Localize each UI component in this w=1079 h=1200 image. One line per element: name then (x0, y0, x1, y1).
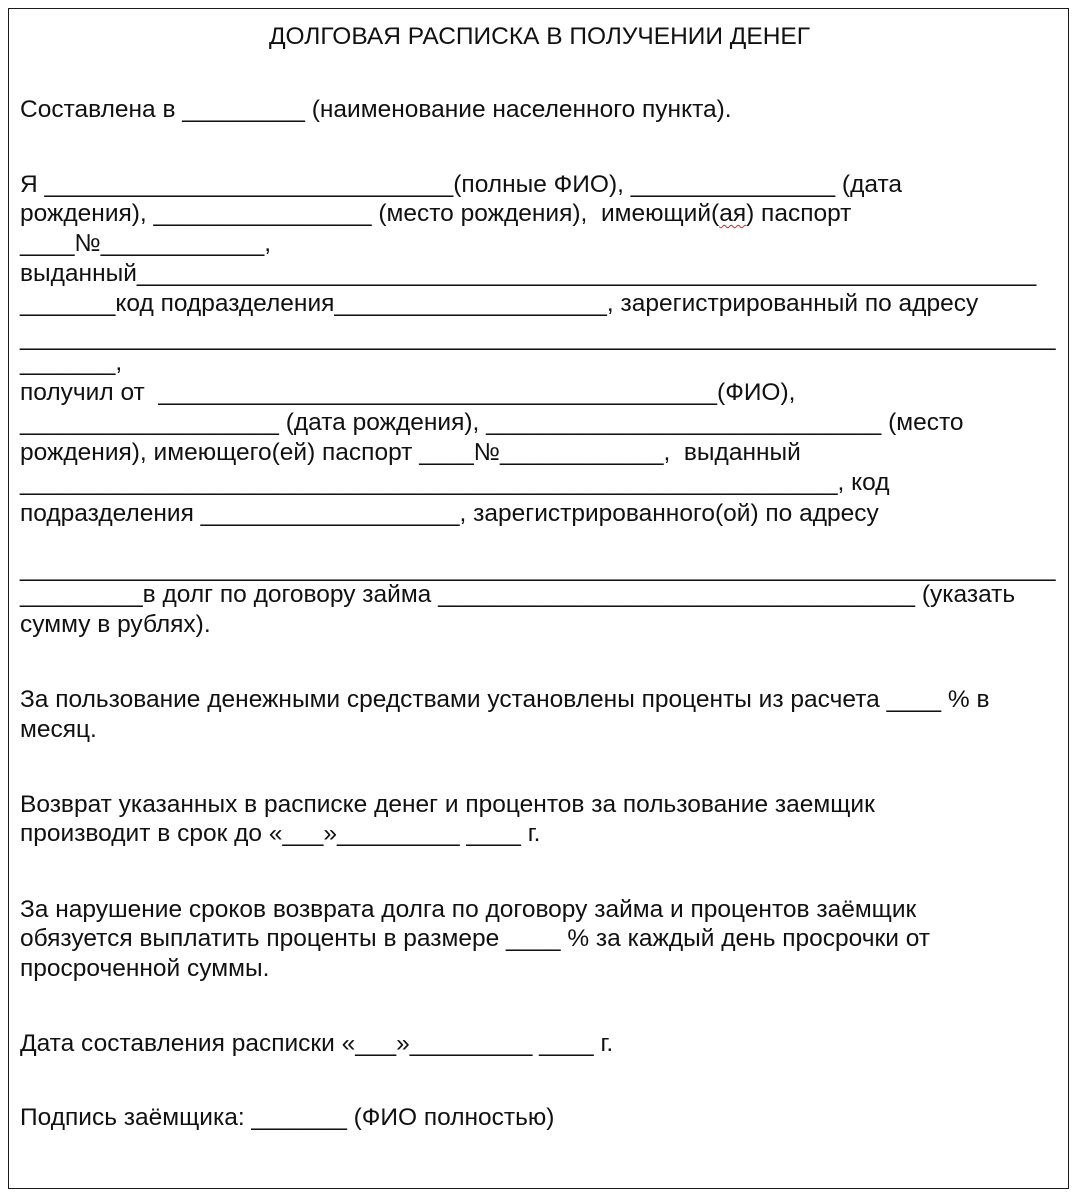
lender-line-4: ____________________________________________________________, код (20, 469, 890, 496)
borrower-line-4: выданный__________________________________________________________________ (20, 260, 1037, 287)
penalty-line-1: За нарушение сроков возврата долга по договору займа и процентов заёмщик (20, 896, 917, 923)
signature-line: Подпись заёмщика: _______ (ФИО полностью) (20, 1104, 555, 1131)
lender-line-3: рождения), имеющего(ей) паспорт ____№____________, выданный (20, 439, 801, 466)
repayment-line-2: производит в срок до «___»_________ ____ г. (20, 820, 541, 847)
lender-line-7: _________в долг по договору займа ___________________________________ (указать (20, 581, 1016, 608)
interest-line-1: За пользование денежными средствами установлены проценты из расчета ____ % в (20, 686, 990, 713)
place-line: Составлена в _________ (наименование населенного пункта). (20, 96, 732, 123)
lender-line-8: сумму в рублях). (20, 611, 211, 638)
lender-line-2: ___________________ (дата рождения), _____________________________ (место (20, 409, 964, 436)
document-title: ДОЛГОВАЯ РАСПИСКА В ПОЛУЧЕНИИ ДЕНЕГ (268, 23, 811, 50)
lender-line-5: подразделения ___________________, зарегистрированного(ой) по адресу (20, 500, 879, 527)
interest-line-2: месяц. (20, 716, 97, 743)
lender-line-6: ____________________________________________________________________________ (20, 555, 1056, 582)
lender-line-1: получил от _________________________________________(ФИО), (20, 379, 796, 406)
repayment-line-1: Возврат указанных в расписке денег и процентов за пользование заемщик (20, 791, 875, 818)
spellcheck-word: ая (719, 200, 747, 227)
date-line: Дата составления расписки «___»_________ ____ г. (20, 1030, 614, 1057)
borrower-line-7: _______, (20, 349, 123, 376)
borrower-line-5: _______код подразделения____________________, зарегистрированный по адресу (20, 290, 979, 317)
penalty-line-3: просроченной суммы. (20, 955, 270, 982)
borrower-line-2-c: ) паспорт (746, 200, 852, 227)
borrower-line-2-a: рождения), ________________ (место рождения), имеющий( (20, 200, 720, 227)
borrower-line-2 (20, 199, 851, 229)
penalty-line-2: обязуется выплатить проценты в размере ____ % за каждый день просрочки от (20, 925, 931, 952)
borrower-line-6: ____________________________________________________________________________ (20, 324, 1056, 351)
borrower-line-3: ____№____________, (20, 230, 272, 257)
borrower-line-1: Я ______________________________(полные ФИО), _______________ (дата (20, 171, 903, 198)
